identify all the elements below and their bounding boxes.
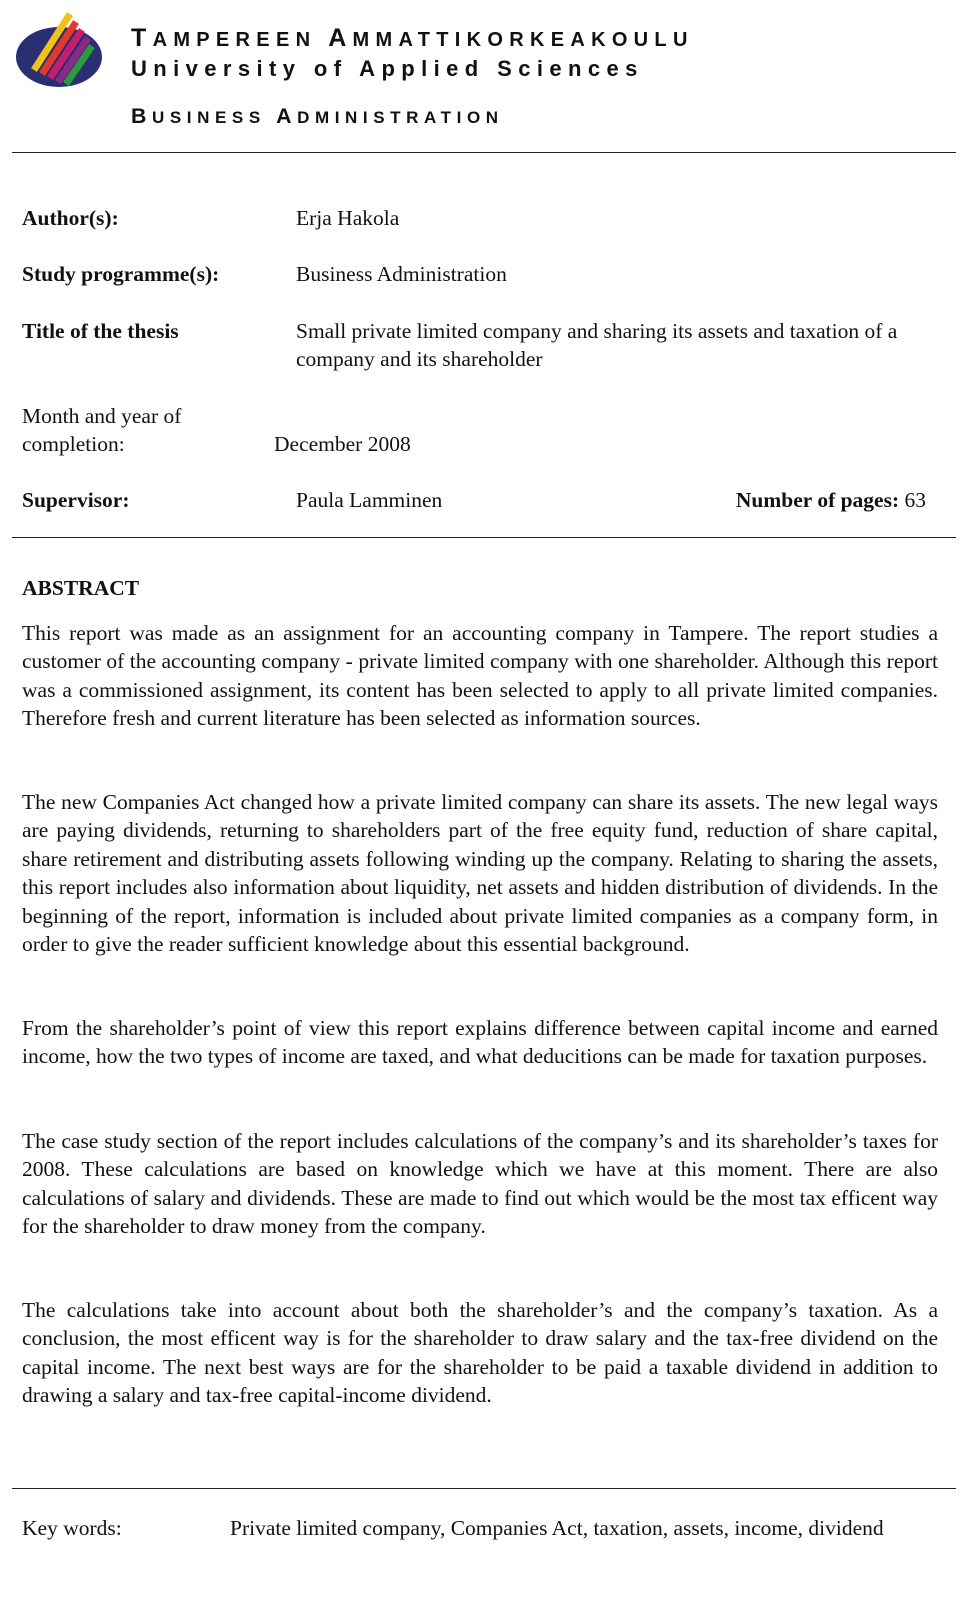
- keywords-value: Private limited company, Companies Act, taxation, assets, income, dividend: [230, 1516, 884, 1540]
- supervisor-label: Supervisor:: [22, 488, 130, 512]
- pages-label: Number of pages:: [735, 488, 900, 512]
- completion-label: Month and year of completion:: [22, 404, 182, 456]
- programme-label: Study programme(s):: [22, 262, 220, 286]
- pages-value: 63: [904, 488, 926, 512]
- abstract-paragraph-5: The calculations take into account about both the shareholder’s and the company’s taxation. As a conclusion, the most efficent way is for the shareholder to draw salary and the tax-free dividend on the capital income. The next best ways are for the shareholder to be paid a taxable dividend in addition to drawing a salary and tax-free capital-income dividend.: [22, 1298, 938, 1408]
- tamk-logo-icon: [6, 6, 102, 88]
- programme-value: Business Administration: [296, 262, 507, 286]
- pages-row: [736, 486, 926, 514]
- author-label: Author(s):: [22, 206, 119, 230]
- completion-value: December 2008: [274, 432, 411, 456]
- title-row: [22, 317, 932, 371]
- keywords-label: Key words:: [22, 1516, 122, 1540]
- author-value: Erja Hakola: [296, 206, 400, 230]
- department-name: BUSINESS ADMINISTRATION: [131, 104, 504, 128]
- abstract-paragraph-1: This report was made as an assignment for an accounting company in Tampere. The report studies a customer of the accounting company - private limited company with one shareholder. Although this report was a commissioned assignment, its content has been selected to apply to all private limited companies. Therefore fresh and current literature has been selected as information sources.: [22, 621, 938, 731]
- abstract-paragraph-4: The case study section of the report includes calculations of the company’s and its shareholder’s taxes for 2008. These calculations are based on knowledge which we have at this moment. There are also calculations of salary and dividends. These are made to find out which would be the most tax efficent way for the shareholder to draw money from the company.: [22, 1129, 938, 1239]
- header-divider: [12, 152, 956, 153]
- title-label: Title of the thesis: [22, 319, 179, 343]
- thesis-title-value: Small private limited company and sharing its assets and taxation of a company and its shareholder: [296, 319, 898, 371]
- keywords-divider: [12, 1488, 956, 1489]
- abstract-heading: ABSTRACT: [22, 576, 140, 600]
- institution-subtitle: University of Applied Sciences: [131, 56, 644, 81]
- abstract-paragraph-3: From the shareholder’s point of view this report explains difference between capital income and earned income, how the two types of income are taxed, and what deducitions can be made for taxation purposes.: [22, 1016, 938, 1069]
- author-row: [22, 204, 932, 232]
- supervisor-value: Paula Lamminen: [296, 488, 443, 512]
- abstract-paragraph-2: The new Companies Act changed how a private limited company can share its assets. The new legal ways are paying dividends, returning to shareholders part of the free equity fund, reduction of share capital, share retirement and distributing assets following winding up the company. Relating to sharing the assets, this report includes also information about liquidity, net assets and hidden distribution of dividends. In the beginning of the report, information is included about private limited companies as a company form, in order to give the reader sufficient knowledge about this essential background.: [22, 790, 938, 957]
- programme-row: [22, 260, 932, 288]
- institution-name: TAMPEREEN AMMATTIKORKEAKOULU: [131, 24, 694, 52]
- meta-divider: [12, 537, 956, 538]
